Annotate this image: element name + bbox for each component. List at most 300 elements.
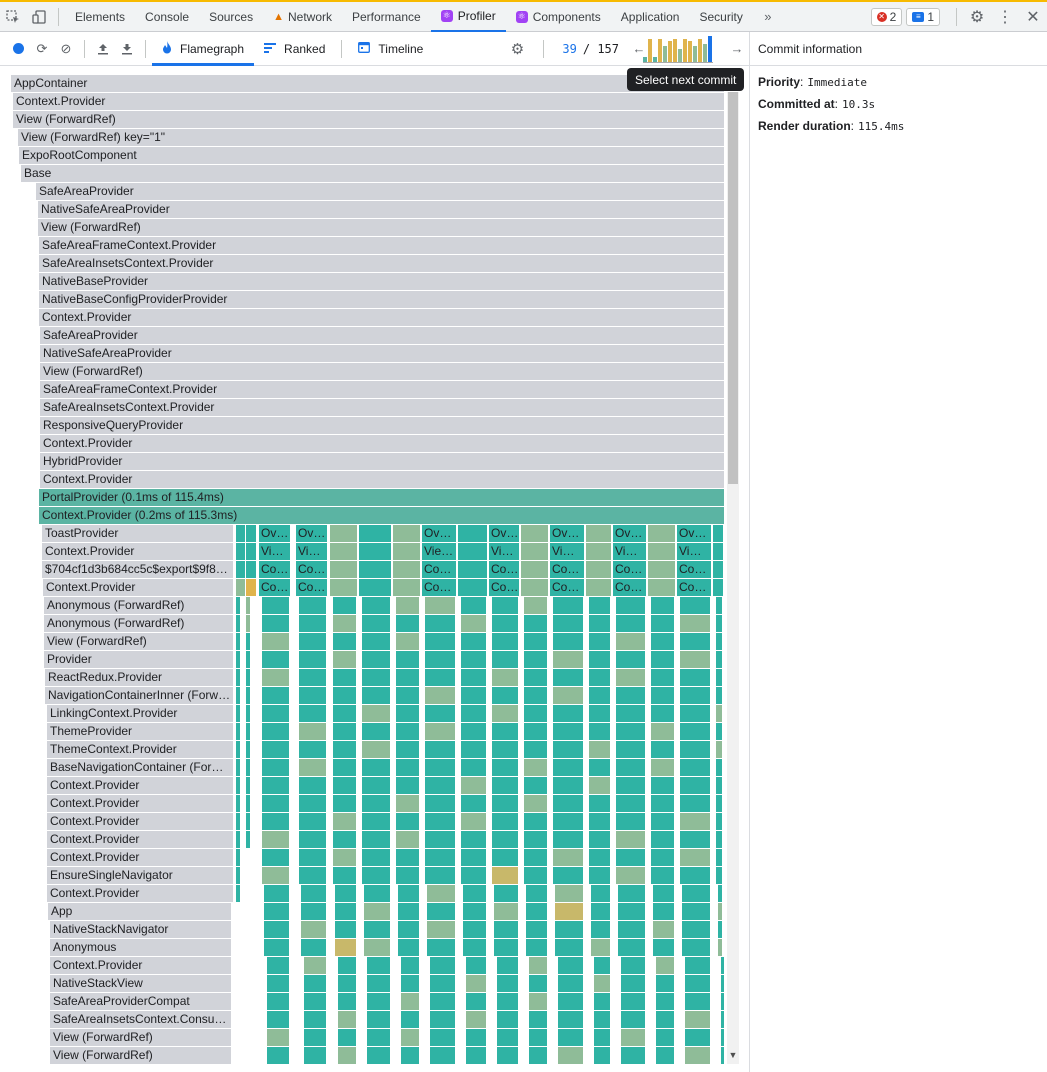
- flame-bar[interactable]: View (ForwardRef): [50, 1029, 232, 1046]
- flame-cell[interactable]: [529, 993, 547, 1010]
- flame-cell[interactable]: [338, 1047, 356, 1064]
- flame-bar[interactable]: HybridProvider: [40, 453, 725, 470]
- flame-cell[interactable]: [524, 723, 547, 740]
- flame-cell[interactable]: [335, 921, 356, 938]
- flame-bar[interactable]: SafeAreaInsetsContext.Provider: [39, 255, 725, 272]
- flame-cell[interactable]: [497, 957, 518, 974]
- flame-cell[interactable]: [396, 633, 419, 650]
- flame-cell[interactable]: Ov…: [677, 525, 711, 542]
- flame-cell[interactable]: [616, 669, 645, 686]
- tab-elements[interactable]: [65, 2, 135, 32]
- commit-bar[interactable]: [658, 39, 662, 62]
- flame-cell[interactable]: [589, 723, 610, 740]
- flame-cell[interactable]: [492, 813, 518, 830]
- flame-cell[interactable]: Ov…: [613, 525, 646, 542]
- flame-cell[interactable]: [651, 651, 674, 668]
- flame-cell[interactable]: Co…: [491, 562, 519, 576]
- flame-cell[interactable]: [461, 687, 486, 704]
- flame-cell[interactable]: [236, 633, 240, 650]
- commit-bar[interactable]: [698, 39, 702, 62]
- flame-cell[interactable]: [461, 795, 486, 812]
- flame-cell[interactable]: [236, 687, 240, 704]
- flame-cell[interactable]: [396, 705, 419, 722]
- flame-cell[interactable]: [246, 759, 250, 776]
- flame-cell[interactable]: [682, 885, 710, 902]
- flame-cell[interactable]: [648, 561, 675, 578]
- flame-cell[interactable]: [716, 705, 722, 722]
- flame-cell[interactable]: [586, 525, 611, 542]
- flame-cell[interactable]: [246, 777, 250, 794]
- flame-cell[interactable]: [558, 1011, 583, 1028]
- flame-cell[interactable]: [333, 813, 356, 830]
- flame-bar[interactable]: $704cf1d3b684cc5c$export$9f8…: [42, 561, 234, 578]
- flame-cell[interactable]: Vi…: [296, 543, 327, 560]
- flame-cell[interactable]: [236, 615, 240, 632]
- flame-cell[interactable]: [682, 921, 710, 938]
- flame-cell[interactable]: [524, 669, 547, 686]
- flame-bar[interactable]: Context.Provider: [42, 543, 234, 560]
- flame-cell[interactable]: [267, 1011, 289, 1028]
- flame-cell[interactable]: [524, 705, 547, 722]
- flame-cell[interactable]: [425, 813, 455, 830]
- flame-cell[interactable]: [458, 579, 487, 596]
- flame-cell[interactable]: [330, 579, 357, 596]
- flame-cell[interactable]: [425, 777, 455, 794]
- flame-cell[interactable]: [461, 615, 486, 632]
- flame-cell[interactable]: [425, 615, 455, 632]
- flame-cell[interactable]: [246, 795, 250, 812]
- flame-cell[interactable]: [463, 903, 486, 920]
- flame-bar[interactable]: Context.Provider: [40, 471, 725, 488]
- flame-cell[interactable]: [393, 525, 420, 542]
- flame-bar[interactable]: View (ForwardRef): [50, 1047, 232, 1064]
- flame-cell[interactable]: [246, 741, 250, 758]
- flame-cell[interactable]: [594, 957, 610, 974]
- flame-cell[interactable]: [367, 975, 390, 992]
- flame-cell[interactable]: [716, 633, 722, 650]
- flame-cell[interactable]: [526, 921, 547, 938]
- flame-cell[interactable]: [466, 957, 486, 974]
- commit-bar[interactable]: [683, 39, 687, 62]
- flame-cell[interactable]: [553, 867, 583, 884]
- flame-bar[interactable]: LinkingContext.Provider: [47, 705, 234, 722]
- flame-cell[interactable]: [427, 921, 455, 938]
- flame-cell[interactable]: [461, 777, 486, 794]
- flame-cell[interactable]: [267, 957, 289, 974]
- flame-cell[interactable]: [425, 669, 455, 686]
- flame-cell[interactable]: [558, 993, 583, 1010]
- flame-cell[interactable]: [425, 759, 455, 776]
- flame-bar[interactable]: EnsureSingleNavigator: [47, 867, 234, 884]
- flame-bar[interactable]: Context.Provider: [47, 777, 234, 794]
- flame-cell[interactable]: Vi…: [613, 543, 646, 560]
- flame-cell[interactable]: [685, 957, 710, 974]
- reload-and-profile-button[interactable]: ⟳: [36, 40, 48, 56]
- error-badge[interactable]: [871, 8, 903, 26]
- flame-cell[interactable]: [721, 1011, 724, 1028]
- load-profile-upload-icon[interactable]: [91, 34, 115, 64]
- flame-cell[interactable]: [236, 759, 240, 776]
- flame-cell[interactable]: Ov…: [550, 525, 584, 542]
- flame-cell[interactable]: [430, 975, 455, 992]
- flame-cell[interactable]: Co…: [550, 579, 584, 596]
- flame-cell[interactable]: [680, 723, 710, 740]
- flame-cell[interactable]: [262, 615, 289, 632]
- commit-bar[interactable]: [648, 39, 652, 62]
- flame-cell[interactable]: [267, 993, 289, 1010]
- flame-cell[interactable]: [529, 1029, 547, 1046]
- clear-profile-button[interactable]: ⊘: [60, 40, 72, 56]
- settings-gear-icon[interactable]: ⚙: [969, 8, 985, 26]
- flame-cell[interactable]: [262, 867, 289, 884]
- flame-cell[interactable]: [721, 1047, 724, 1064]
- flame-cell[interactable]: Co…: [298, 562, 326, 576]
- flame-cell[interactable]: [555, 939, 583, 956]
- flame-bar[interactable]: NavigationContainerInner (Forw…: [45, 687, 234, 704]
- flame-cell[interactable]: Vi…: [489, 543, 519, 560]
- flame-cell[interactable]: [529, 1047, 547, 1064]
- flame-cell[interactable]: [367, 1047, 390, 1064]
- flame-cell[interactable]: [338, 993, 356, 1010]
- flame-cell[interactable]: [364, 885, 390, 902]
- flame-bar[interactable]: Context.Provider: [47, 849, 234, 866]
- flame-cell[interactable]: [497, 1011, 518, 1028]
- flame-cell[interactable]: [716, 849, 722, 866]
- flame-cell[interactable]: [718, 921, 722, 938]
- flame-cell[interactable]: [621, 1047, 645, 1064]
- flame-cell[interactable]: [299, 759, 326, 776]
- flame-cell[interactable]: Ov…: [298, 526, 326, 540]
- flame-bar[interactable]: SafeAreaInsetsContext.Consu…: [50, 1011, 232, 1028]
- flame-cell[interactable]: [651, 741, 674, 758]
- flame-cell[interactable]: [338, 1029, 356, 1046]
- flame-cell[interactable]: [553, 777, 583, 794]
- flame-cell[interactable]: [262, 759, 289, 776]
- flame-cell[interactable]: [718, 903, 722, 920]
- commit-bar[interactable]: [693, 46, 697, 62]
- flame-cell[interactable]: [299, 669, 326, 686]
- scroll-down-arrow-icon[interactable]: ▼: [728, 1050, 738, 1060]
- flame-cell[interactable]: [685, 1029, 710, 1046]
- flame-cell[interactable]: [333, 831, 356, 848]
- flame-cell[interactable]: [524, 813, 547, 830]
- flame-cell[interactable]: [236, 741, 240, 758]
- flame-bar[interactable]: View (ForwardRef): [13, 111, 725, 128]
- flame-cell[interactable]: [430, 993, 455, 1010]
- flame-cell[interactable]: [521, 579, 548, 596]
- flame-cell[interactable]: [651, 831, 674, 848]
- flame-cell[interactable]: [526, 939, 547, 956]
- flame-cell[interactable]: [586, 579, 611, 596]
- flame-cell[interactable]: [497, 1029, 518, 1046]
- flame-cell[interactable]: [653, 921, 674, 938]
- flame-cell[interactable]: [589, 831, 610, 848]
- flame-cell[interactable]: [304, 1047, 326, 1064]
- flame-cell[interactable]: [246, 525, 256, 542]
- flame-cell[interactable]: [359, 525, 391, 542]
- flame-cell[interactable]: [301, 921, 326, 938]
- flame-cell[interactable]: [553, 651, 583, 668]
- commit-bar[interactable]: [653, 57, 657, 62]
- flame-cell[interactable]: [393, 543, 420, 560]
- flame-cell[interactable]: [680, 705, 710, 722]
- flame-cell[interactable]: [367, 993, 390, 1010]
- flame-bar[interactable]: ToastProvider: [42, 525, 234, 542]
- flame-cell[interactable]: [553, 597, 583, 614]
- flame-cell[interactable]: [267, 1047, 289, 1064]
- flame-cell[interactable]: [262, 741, 289, 758]
- flame-cell[interactable]: [680, 759, 710, 776]
- flame-cell[interactable]: [553, 705, 583, 722]
- flame-cell[interactable]: [682, 903, 710, 920]
- flame-cell[interactable]: [648, 525, 675, 542]
- flame-cell[interactable]: [246, 597, 250, 614]
- flame-bar[interactable]: SafeAreaFrameContext.Provider: [40, 381, 725, 398]
- flame-cell[interactable]: [589, 849, 610, 866]
- flame-cell[interactable]: [425, 795, 455, 812]
- flame-cell[interactable]: [589, 651, 610, 668]
- flame-cell[interactable]: [236, 705, 240, 722]
- flame-cell[interactable]: [401, 1029, 419, 1046]
- flame-cell[interactable]: [553, 615, 583, 632]
- flame-bar[interactable]: Anonymous (ForwardRef): [44, 615, 234, 632]
- flame-cell[interactable]: [718, 885, 722, 902]
- flame-bar[interactable]: View (ForwardRef): [38, 219, 725, 236]
- flame-cell[interactable]: [398, 903, 419, 920]
- flame-bar[interactable]: SafeAreaProviderCompat: [50, 993, 232, 1010]
- flame-cell[interactable]: [718, 939, 722, 956]
- flame-cell[interactable]: [461, 597, 486, 614]
- flame-cell[interactable]: Co…: [298, 580, 326, 594]
- flame-cell[interactable]: [589, 633, 610, 650]
- flame-cell[interactable]: [553, 687, 583, 704]
- flame-cell[interactable]: [401, 993, 419, 1010]
- flame-cell[interactable]: [362, 723, 390, 740]
- flame-bar[interactable]: SafeAreaProvider: [40, 327, 725, 344]
- flame-cell[interactable]: [236, 651, 240, 668]
- flame-cell[interactable]: [262, 651, 289, 668]
- flame-cell[interactable]: [246, 669, 250, 686]
- device-toggle-icon[interactable]: [26, 2, 52, 32]
- flame-cell[interactable]: [299, 813, 326, 830]
- flame-cell[interactable]: [466, 1029, 486, 1046]
- flame-cell[interactable]: [338, 975, 356, 992]
- flame-cell[interactable]: [430, 1047, 455, 1064]
- flame-cell[interactable]: [401, 975, 419, 992]
- flame-cell[interactable]: [555, 903, 583, 920]
- flame-cell[interactable]: [299, 777, 326, 794]
- flame-cell[interactable]: [497, 1047, 518, 1064]
- flame-cell[interactable]: [362, 741, 390, 758]
- flame-cell[interactable]: [656, 993, 674, 1010]
- flame-cell[interactable]: Co…: [422, 561, 456, 578]
- flame-cell[interactable]: [616, 615, 645, 632]
- flame-cell[interactable]: [651, 813, 674, 830]
- flame-cell[interactable]: [685, 993, 710, 1010]
- flame-cell[interactable]: [555, 885, 583, 902]
- flamegraph-scrollbar[interactable]: [727, 92, 739, 1064]
- flame-cell[interactable]: [333, 615, 356, 632]
- flame-cell[interactable]: [651, 849, 674, 866]
- flame-cell[interactable]: [301, 885, 326, 902]
- flame-cell[interactable]: Co…: [677, 561, 711, 578]
- flame-cell[interactable]: [430, 1029, 455, 1046]
- flame-bar[interactable]: SafeAreaFrameContext.Provider: [39, 237, 725, 254]
- flame-cell[interactable]: [330, 543, 357, 560]
- flame-bar[interactable]: Context.Provider: [43, 579, 234, 596]
- flame-cell[interactable]: [333, 777, 356, 794]
- flame-cell[interactable]: [713, 561, 723, 578]
- flame-bar[interactable]: NativeStackNavigator: [50, 921, 232, 938]
- flame-cell[interactable]: [680, 651, 710, 668]
- flame-cell[interactable]: [685, 1011, 710, 1028]
- flame-cell[interactable]: [262, 849, 289, 866]
- flame-cell[interactable]: [333, 705, 356, 722]
- flame-cell[interactable]: [461, 831, 486, 848]
- flame-cell[interactable]: [589, 687, 610, 704]
- flame-cell[interactable]: [589, 669, 610, 686]
- flame-bar[interactable]: AppContainer: [11, 75, 725, 92]
- flame-cell[interactable]: [553, 759, 583, 776]
- flame-cell[interactable]: [425, 831, 455, 848]
- flame-cell[interactable]: [680, 669, 710, 686]
- flame-bar[interactable]: Context.Provider (0.2ms of 115.3ms): [39, 507, 725, 524]
- flame-cell[interactable]: [463, 921, 486, 938]
- flame-cell[interactable]: [558, 1029, 583, 1046]
- flame-cell[interactable]: [589, 759, 610, 776]
- flame-cell[interactable]: [299, 831, 326, 848]
- flame-cell[interactable]: [267, 1029, 289, 1046]
- close-devtools-icon[interactable]: ✕: [1026, 8, 1040, 26]
- flame-cell[interactable]: [492, 651, 518, 668]
- record-button[interactable]: [6, 34, 30, 64]
- flame-cell[interactable]: [301, 939, 326, 956]
- flame-cell[interactable]: [264, 939, 289, 956]
- previous-commit-arrow-icon[interactable]: ←: [632, 41, 646, 56]
- flame-cell[interactable]: [553, 741, 583, 758]
- flame-cell[interactable]: [553, 795, 583, 812]
- flame-cell[interactable]: [716, 723, 722, 740]
- flame-cell[interactable]: [362, 633, 390, 650]
- commit-bar[interactable]: [678, 49, 682, 62]
- flame-cell[interactable]: [651, 795, 674, 812]
- flame-cell[interactable]: [427, 885, 455, 902]
- flame-cell[interactable]: [466, 1011, 486, 1028]
- flame-bar[interactable]: ReactRedux.Provider: [45, 669, 234, 686]
- flame-cell[interactable]: [401, 1047, 419, 1064]
- flame-cell[interactable]: [653, 939, 674, 956]
- flame-cell[interactable]: [494, 939, 518, 956]
- flame-cell[interactable]: Co…: [491, 580, 519, 594]
- flame-cell[interactable]: [589, 597, 610, 614]
- flame-cell[interactable]: [524, 597, 547, 614]
- flame-cell[interactable]: [461, 669, 486, 686]
- flame-cell[interactable]: [521, 525, 548, 542]
- flame-cell[interactable]: [526, 903, 547, 920]
- commit-bar[interactable]: [668, 41, 672, 62]
- save-profile-download-icon[interactable]: [115, 34, 139, 64]
- flame-cell[interactable]: [396, 849, 419, 866]
- flame-cell[interactable]: [680, 867, 710, 884]
- flame-cell[interactable]: [616, 741, 645, 758]
- flame-cell[interactable]: [396, 687, 419, 704]
- flame-cell[interactable]: [492, 849, 518, 866]
- flame-cell[interactable]: Vi…: [677, 543, 711, 560]
- flame-cell[interactable]: [616, 759, 645, 776]
- flame-cell[interactable]: [497, 993, 518, 1010]
- flame-cell[interactable]: Ov…: [491, 526, 519, 540]
- flame-cell[interactable]: [236, 885, 240, 902]
- flame-cell[interactable]: [333, 651, 356, 668]
- flame-cell[interactable]: [651, 615, 674, 632]
- flame-cell[interactable]: Co…: [613, 579, 646, 596]
- flame-cell[interactable]: [685, 1047, 710, 1064]
- kebab-menu-icon[interactable]: ⋮: [997, 8, 1013, 26]
- flame-cell[interactable]: [524, 633, 547, 650]
- flame-bar[interactable]: NativeSafeAreaProvider: [40, 345, 725, 362]
- flame-cell[interactable]: [521, 561, 548, 578]
- flame-cell[interactable]: [553, 849, 583, 866]
- more-tabs-icon[interactable]: »: [764, 9, 772, 24]
- flame-cell[interactable]: [362, 831, 390, 848]
- flame-cell[interactable]: [264, 903, 289, 920]
- flame-cell[interactable]: [529, 957, 547, 974]
- flame-cell[interactable]: [333, 597, 356, 614]
- flame-bar[interactable]: ExpoRootComponent: [19, 147, 725, 164]
- tab-sources[interactable]: [199, 2, 263, 32]
- flame-cell[interactable]: [362, 795, 390, 812]
- flame-cell[interactable]: [553, 633, 583, 650]
- flame-cell[interactable]: Ov…: [422, 525, 456, 542]
- flame-cell[interactable]: [304, 1029, 326, 1046]
- flame-cell[interactable]: [524, 867, 547, 884]
- flame-cell[interactable]: [425, 633, 455, 650]
- flame-cell[interactable]: [304, 993, 326, 1010]
- flame-cell[interactable]: [262, 705, 289, 722]
- flame-cell[interactable]: [362, 867, 390, 884]
- flame-cell[interactable]: [494, 921, 518, 938]
- tab-timeline[interactable]: [348, 32, 433, 66]
- flame-cell[interactable]: [651, 867, 674, 884]
- flame-cell[interactable]: [396, 867, 419, 884]
- tab-performance[interactable]: [342, 2, 431, 32]
- flame-cell[interactable]: [236, 561, 245, 578]
- flame-cell[interactable]: [680, 633, 710, 650]
- flame-cell[interactable]: [359, 579, 391, 596]
- flame-cell[interactable]: [553, 669, 583, 686]
- flame-bar[interactable]: ThemeProvider: [47, 723, 234, 740]
- flame-cell[interactable]: [716, 813, 722, 830]
- flame-bar[interactable]: SafeAreaProvider: [36, 183, 725, 200]
- flame-bar[interactable]: Context.Provider: [39, 309, 725, 326]
- flame-cell[interactable]: [651, 723, 674, 740]
- flame-cell[interactable]: [262, 777, 289, 794]
- flame-cell[interactable]: Ov…: [261, 526, 289, 540]
- flame-cell[interactable]: [616, 795, 645, 812]
- flame-cell[interactable]: [716, 741, 722, 758]
- flame-cell[interactable]: [589, 615, 610, 632]
- flame-cell[interactable]: [529, 1011, 547, 1028]
- flame-cell[interactable]: [558, 957, 583, 974]
- flame-cell[interactable]: [682, 939, 710, 956]
- flame-cell[interactable]: [651, 669, 674, 686]
- flame-cell[interactable]: [304, 975, 326, 992]
- flame-cell[interactable]: [262, 813, 289, 830]
- flame-cell[interactable]: [362, 651, 390, 668]
- flame-cell[interactable]: [616, 813, 645, 830]
- flame-cell[interactable]: [333, 795, 356, 812]
- tab-ranked[interactable]: [254, 32, 335, 66]
